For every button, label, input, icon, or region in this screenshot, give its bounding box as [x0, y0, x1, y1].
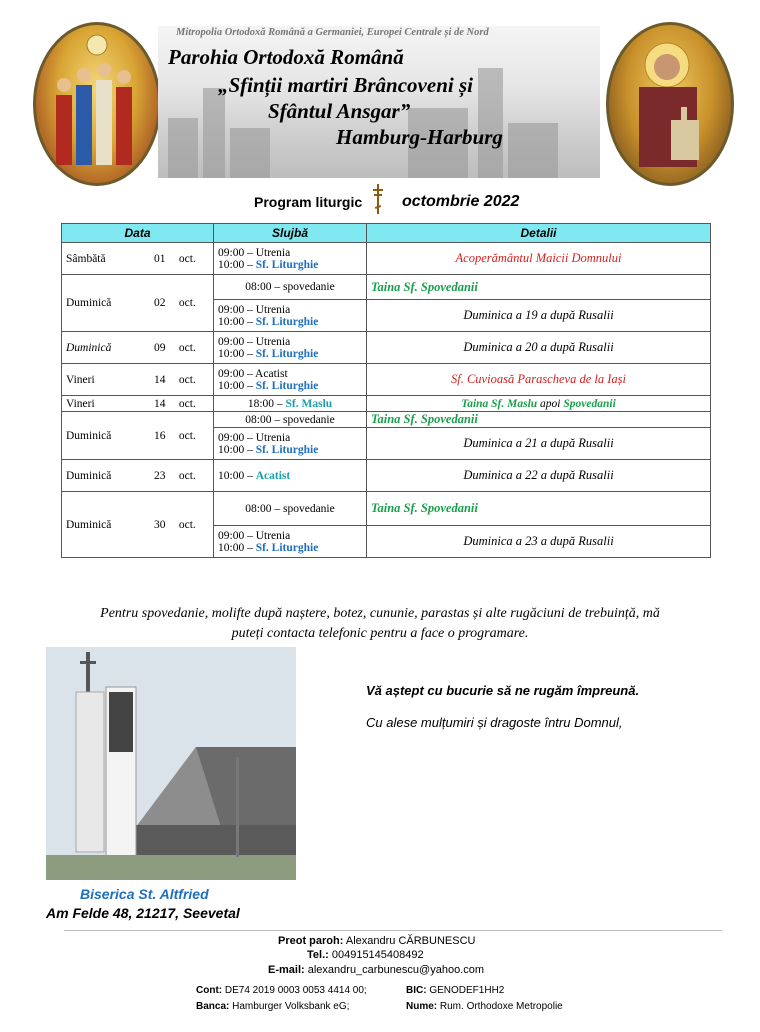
footer-account — [196, 985, 367, 996]
service-cell — [214, 428, 367, 460]
service-cell — [214, 460, 367, 492]
month-abbr: oct. — [178, 297, 196, 309]
email-label: E-mail: — [268, 964, 305, 976]
date-cell — [62, 243, 214, 275]
service-time: 10:00 – — [218, 443, 256, 456]
service-time: 18:00 – — [247, 397, 286, 410]
date-cell — [62, 364, 214, 396]
saints-icon-left — [33, 22, 161, 186]
saint-ansgar-icon-right — [606, 22, 734, 186]
day-number: 02 — [154, 297, 166, 309]
service-cell — [214, 364, 367, 396]
day-name: Vineri — [66, 397, 95, 410]
service-time: 08:00 — [245, 413, 272, 426]
service-liturgy: Sf. Liturghie — [255, 347, 319, 360]
day-name: Vineri — [66, 373, 95, 386]
church-name: Biserica St. Altfried — [80, 886, 209, 902]
date-cell — [62, 275, 214, 332]
confession-cell — [214, 275, 367, 300]
footer-bank — [196, 1001, 349, 1012]
parish-location: Hamburg-Harburg — [336, 125, 503, 149]
date-cell — [62, 460, 214, 492]
service-cell — [214, 243, 367, 275]
service-liturgy: Sf. Liturghie — [255, 258, 319, 271]
detail-cell: Sf. Cuvioasă Parascheva de la Iași — [367, 364, 711, 396]
confession-detail: Taina Sf. Spovedanii — [367, 412, 711, 428]
account-label: Cont: — [196, 985, 223, 996]
priest-label: Preot paroh: — [278, 935, 344, 947]
detail-cell: Duminica a 22 a după Rusalii — [367, 460, 711, 492]
service-time: 10:00 – — [218, 347, 256, 360]
detail-then: apoi — [537, 398, 564, 410]
service-line: 09:00 – Utrenia — [218, 303, 291, 316]
account-name-label: Nume: — [406, 1001, 438, 1012]
table-row — [62, 243, 711, 275]
closing-invitation: Vă aștept cu bucurie să ne rugăm împreună. — [366, 683, 640, 698]
detail-cell — [367, 396, 711, 412]
program-month: octombrie 2022 — [402, 193, 520, 210]
service-time: 10:00 – — [218, 469, 256, 482]
service-time: 10:00 – — [218, 258, 256, 271]
account-holder: Rum. Orthodoxe Metropolie — [437, 1001, 563, 1012]
church-photo — [46, 647, 296, 880]
day-name: Duminică — [66, 429, 112, 442]
confession-detail: Taina Sf. Spovedanii — [367, 492, 711, 526]
appointment-note: Pentru spovedanie, molifte după naștere, botez, cununie, parastas și alte rugăciuni de trebuință, mă puteți contacta telefonic pentru a face o programare. — [100, 606, 660, 641]
bank-name: Hamburger Volksbank eG; — [229, 1001, 350, 1012]
service-line: 09:00 – Utrenia — [218, 335, 291, 348]
service-confession: – spovedanie — [271, 413, 335, 426]
table-header-row — [62, 224, 711, 243]
table-row — [62, 492, 711, 526]
table-row — [62, 364, 711, 396]
service-cell — [214, 396, 367, 412]
footer-bic — [406, 985, 504, 996]
confession-detail: Taina Sf. Spovedanii — [367, 275, 711, 300]
service-time: 10:00 – — [218, 315, 256, 328]
service-confession: – spovedanie — [271, 502, 335, 515]
month-abbr: oct. — [178, 373, 196, 386]
phone-number: 004915145408492 — [328, 949, 424, 961]
table-row — [62, 412, 711, 428]
service-time: 10:00 – — [218, 379, 256, 392]
service-cell — [214, 300, 367, 332]
detail-cell: Duminica a 19 a după Rusalii — [367, 300, 711, 332]
service-unction: Sf. Maslu — [285, 397, 333, 410]
day-number: 09 — [154, 341, 166, 354]
service-line: 09:00 – Utrenia — [218, 529, 291, 542]
day-number: 16 — [154, 429, 166, 442]
detail-confessions: Spovedanii — [563, 398, 616, 410]
confession-cell — [214, 412, 367, 428]
footer-account-name — [406, 1001, 563, 1012]
table-row — [62, 396, 711, 412]
service-line: 09:00 – Utrenia — [218, 246, 291, 259]
footer-email — [268, 964, 484, 976]
day-name: Duminică — [66, 518, 112, 531]
schedule-table — [61, 223, 711, 558]
month-abbr: oct. — [178, 252, 196, 265]
footer-divider — [64, 930, 722, 931]
detail-cell: Duminica a 21 a după Rusalii — [367, 428, 711, 460]
service-akathist: Acatist — [255, 469, 291, 482]
parish-patrons-line2: Sfântul Ansgar” — [268, 99, 411, 123]
detail-unction: Taina Sf. Maslu — [461, 398, 538, 410]
program-label: Program liturgic — [254, 194, 363, 210]
date-cell — [62, 492, 214, 558]
month-abbr: oct. — [178, 518, 196, 531]
table-row — [62, 332, 711, 364]
parish-title: Parohia Ortodoxă Română — [168, 45, 404, 69]
service-time: 08:00 — [245, 281, 272, 293]
day-name: Duminică — [66, 297, 112, 309]
day-number: 30 — [154, 518, 166, 531]
parish-patrons-line1: „Sfinții martiri Brâncoveni și — [218, 73, 473, 97]
service-cell — [214, 332, 367, 364]
church-address: Am Felde 48, 21217, Seevetal — [46, 905, 240, 921]
table-row — [62, 460, 711, 492]
date-cell — [62, 412, 214, 460]
month-abbr: oct. — [178, 429, 196, 442]
service-cell — [214, 526, 367, 558]
phone-label: Tel.: — [307, 949, 329, 961]
service-confession: – spovedanie — [271, 281, 335, 293]
service-time: 10:00 – — [218, 541, 256, 554]
day-number: 23 — [154, 469, 166, 482]
col-header-date: Data — [62, 224, 214, 243]
col-header-service: Slujbă — [214, 224, 367, 243]
service-liturgy: Sf. Liturghie — [255, 541, 319, 554]
confession-cell — [214, 492, 367, 526]
footer-priest — [278, 935, 475, 947]
month-abbr: oct. — [178, 341, 196, 354]
bic-code: GENODEF1HH2 — [426, 985, 505, 996]
bank-label: Banca: — [196, 1001, 230, 1012]
service-liturgy: Sf. Liturghie — [255, 315, 319, 328]
account-iban: DE74 2019 0003 0053 4414 00; — [222, 985, 367, 996]
day-number: 01 — [154, 252, 166, 265]
month-abbr: oct. — [178, 397, 196, 410]
cross-icon — [371, 183, 385, 215]
date-cell — [62, 396, 214, 412]
day-number: 14 — [154, 397, 166, 410]
metropolis-title: Mitropolia Ortodoxă Română a Germaniei, Europei Centrale și de Nord — [176, 27, 489, 38]
service-time: 08:00 — [245, 502, 272, 515]
priest-name: Alexandru CĂRBUNESCU — [343, 935, 476, 947]
col-header-details: Detalii — [367, 224, 711, 243]
date-cell — [62, 332, 214, 364]
day-name: Sâmbătă — [66, 252, 106, 265]
closing-thanks: Cu alese mulțumiri și dragoste întru Domnul, — [366, 715, 623, 730]
day-number: 14 — [154, 373, 166, 386]
detail-cell: Duminica a 20 a după Rusalii — [367, 332, 711, 364]
service-line: 09:00 – Acatist — [218, 367, 288, 380]
service-liturgy: Sf. Liturghie — [255, 379, 319, 392]
month-abbr: oct. — [178, 469, 196, 482]
day-name: Duminică — [66, 469, 112, 482]
detail-cell: Duminica a 23 a după Rusalii — [367, 526, 711, 558]
day-name: Duminică — [66, 341, 112, 354]
email-address[interactable]: alexandru_carbunescu@yahoo.com — [304, 964, 485, 976]
service-liturgy: Sf. Liturghie — [255, 443, 319, 456]
service-line: 09:00 – Utrenia — [218, 431, 291, 444]
detail-cell: Acoperământul Maicii Domnului — [367, 243, 711, 275]
bic-label: BIC: — [406, 985, 427, 996]
footer-phone — [307, 949, 424, 961]
table-row — [62, 275, 711, 300]
